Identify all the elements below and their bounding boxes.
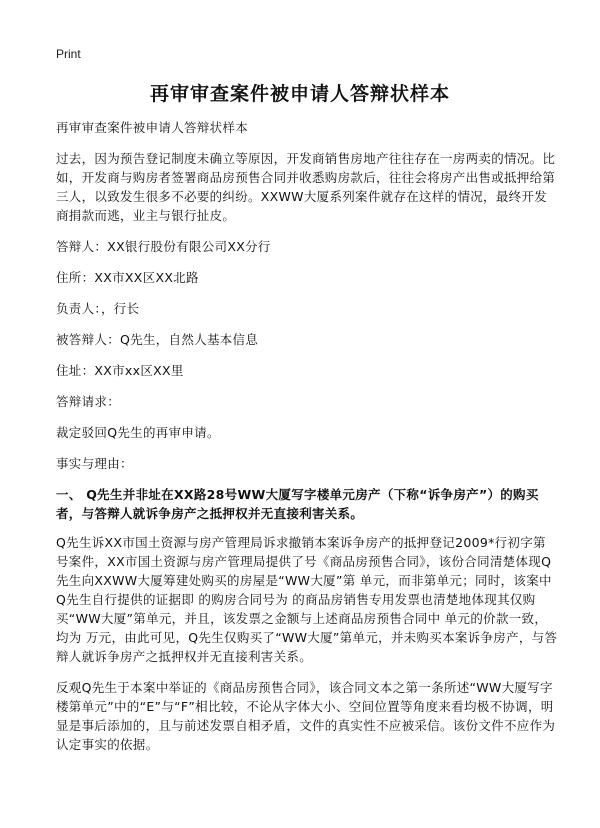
request-text: 裁定驳回Q先生的再审申请。 xyxy=(56,425,220,440)
document-body xyxy=(56,118,558,766)
section1-heading: 一、 Q先生并非址在XX路28号WW大厦写字楼单元房产（下称“诉争房产”）的购买者，与答辩人就诉争房产之抵押权并无直接利害关系。 xyxy=(56,487,539,521)
document-title: 再审审查案件被申请人答辩状样本 xyxy=(149,83,450,105)
request-heading: 答辩请求： xyxy=(56,394,121,409)
other-party-line: 被答辩人：Q先生，自然人基本信息 xyxy=(56,332,259,347)
person-in-charge-line: 负责人：，行长 xyxy=(56,301,140,316)
document-subtitle: 再审审查案件被申请人答辩状样本 xyxy=(56,120,249,135)
print-label: Print xyxy=(56,47,81,61)
facts-paragraph-1: Q先生诉XX市国土资源与房产管理局诉求撤销本案诉争房产的抵押登记2009*行初字第 号案件，XX市国土资源与房产管理局提供了号《商品房预售合同》，该份合同清楚体现Q先生向XXWW大厦筹建处购买的房屋是“WW大厦”第 单元，而非第单元；同时，该案中Q先生自行提供的证据即 的购房合同号为 的商品房销售专用发票也清楚地体现其仅购买“WW大厦”第单元，并且，该发票之金额与上述商品房预售合同中 单元的价款一致，均为 万元，由此可见，Q先生仅购买了“WW大厦”第单元，并未购买本案诉争房产，与答辩人就诉争房产之抵押权并无直接利害关系。 xyxy=(56,535,558,664)
facts-paragraph-2: 反观Q先生于本案中举证的《商品房预售合同》，该合同文本之第一条所述“WW大厦写字楼第单元”中的“E”与“F”相比较，不论从字体大小、空间位置等角度来看均极不协调，明显是事后添加的，且与前述发票自相矛盾，文件的真实性不应被采信。该份文件不应作为认定事实的依据。 xyxy=(56,680,556,752)
respondent-line: 答辩人：XX银行股份有限公司XX分行 xyxy=(56,239,271,254)
intro-paragraph: 过去，因为预告登记制度未确立等原因，开发商销售房地产往往存在一房两卖的情况。比如，开发商与购房者签署商品房预售合同并收悉购房款后，往往会将房产出售或抵押给第三人，以致发生很多不必要的纠纷。XXWW大厦系列案件就存在这样的情况，最终开发商捐款而逃，业主与银行扯皮。 xyxy=(56,151,556,223)
address-line: 住址：XX市xx区XX里 xyxy=(56,363,184,378)
residence-line: 住所：XX市XX区XX北路 xyxy=(56,270,199,285)
facts-heading: 事实与理由： xyxy=(56,456,133,471)
